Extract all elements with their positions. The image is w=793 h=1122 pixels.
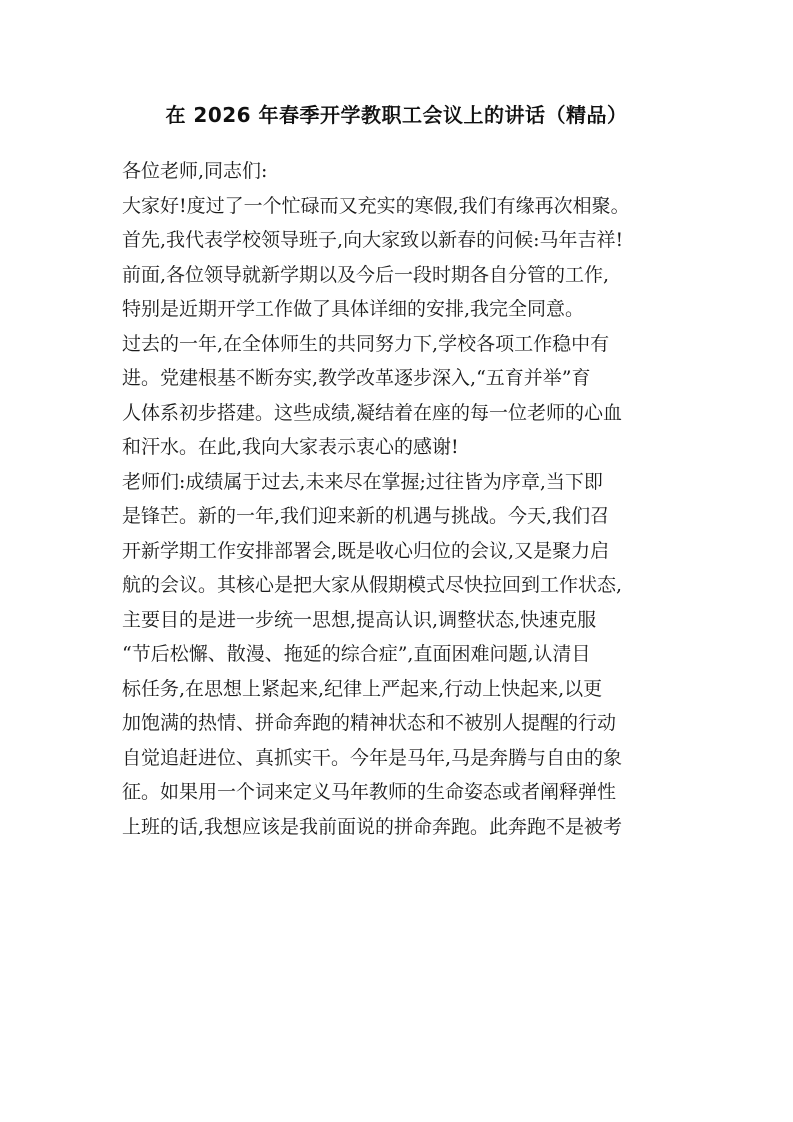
body-line: “节后松懈、散漫、拖延的综合症”,直面困难问题,认清目 [122,643,591,665]
body-line: 首先,我代表学校领导班子,向大家致以新春的问候:马年吉祥! [122,229,624,251]
body-line: 过去的一年,在全体师生的共同努力下,学校各项工作稳中有 [122,332,610,355]
body-line: 标任务,在思想上紧起来,纪律上严起来,行动上快起来,以更 [122,677,603,700]
body-line: 进。党建根基不断夯实,教学改革逐步深入,“五育并举”育 [122,367,591,389]
document-title: 在 2026 年春季开学教职工会议上的讲话（精品） [165,103,628,127]
body-line: 上班的话,我想应该是我前面说的拼命奔跑。此奔跑不是被考 [122,815,623,838]
body-line: 老师们:成绩属于过去,未来尽在掌握;过往皆为序章,当下即 [122,470,603,493]
body-line: 征。如果用一个词来定义马年教师的生命姿态或者阐释弹性 [122,781,617,803]
body-line: 人体系初步搭建。这些成绩,凝结着在座的每一位老师的心血 [122,401,623,424]
body-line: 航的会议。其核心是把大家从假期模式尽快拉回到工作状态, [122,574,623,596]
body-line: 前面,各位领导就新学期以及今后一段时期各自分管的工作, [122,263,610,286]
body-line: 加饱满的热情、拼命奔跑的精神状态和不被别人提醒的行动 [122,712,617,734]
body-line: 自觉追赶进位、真抓实干。今年是马年,马是奔腾与自由的象 [122,746,623,769]
body-line: 开新学期工作安排部署会,既是收心归位的会议,又是聚力启 [122,539,610,562]
body-line: 是锋芒。新的一年,我们迎来新的机遇与挑战。今天,我们召 [122,505,610,527]
document-body [122,154,682,844]
body-line: 和汗水。在此,我向大家表示衷心的感谢! [122,436,459,458]
body-line: 大家好!度过了一个忙碌而又充实的寒假,我们有缘再次相聚。 [122,194,630,217]
body-line: 特别是近期开学工作做了具体详细的安排,我完全同意。 [122,298,585,320]
body-line: 各位老师,同志们: [122,160,268,182]
body-line: 主要目的是进一步统一思想,提高认识,调整状态,快速克服 [122,608,597,631]
